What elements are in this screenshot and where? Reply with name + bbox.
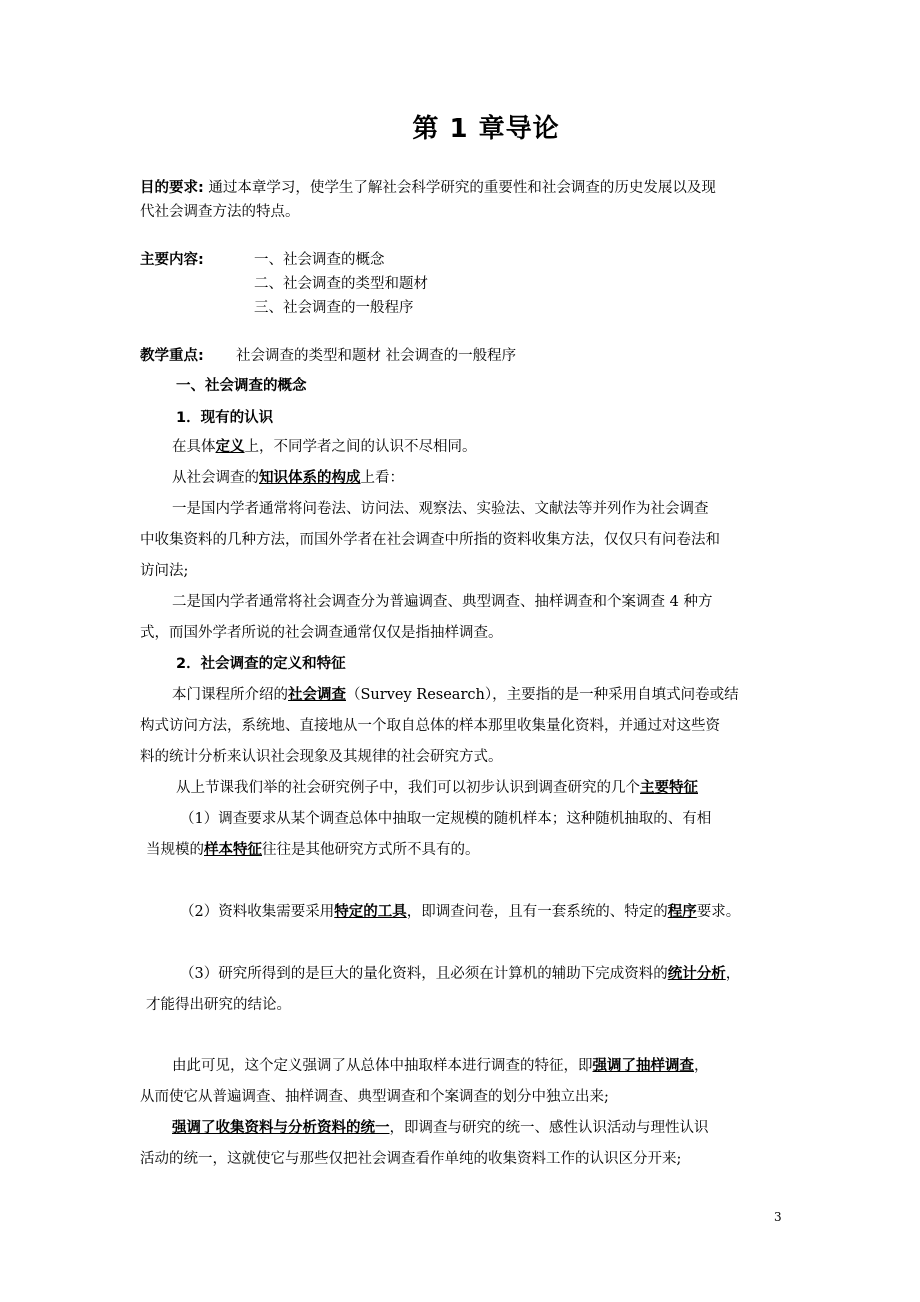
chapter-title: 第 1 章导论 (412, 114, 560, 144)
feature-2 (180, 902, 740, 922)
paragraph-8-line-2: 活动的统一，这就使它与那些仅把社会调查看作单纯的收集资料工作的认识区分开来; (140, 1151, 682, 1167)
key-points-text: 社会调查的类型和题材 社会调查的一般程序 (236, 348, 517, 364)
feature-3-line-1 (180, 964, 740, 984)
paragraph-7-line-1 (172, 1056, 709, 1076)
paragraph-5-line-3: 料的统计分析来认识社会现象及其规律的社会研究方式。 (140, 749, 503, 765)
p6-text-a: 从上节课我们举的社会研究例子中，我们可以初步认识到调查研究的几个 (176, 780, 640, 796)
paragraph-3-line-3: 访问法; (140, 563, 189, 579)
p6-underline: 主要特征 (640, 780, 698, 796)
f2-text-b: ，即调查问卷，且有一套系统的、特定的 (406, 904, 668, 920)
paragraph-7-line-2: 从而使它从普遍调查、抽样调查、典型调查和个案调查的划分中独立出来; (140, 1089, 609, 1105)
f2-underline-2: 程序 (667, 904, 697, 920)
p2-text-a: 从社会调查的 (172, 470, 259, 486)
main-content-item-3: 三、社会调查的一般程序 (254, 300, 414, 316)
f2-underline-1: 特定的工具 (334, 904, 407, 920)
subheading-2: 2．社会调查的定义和特征 (176, 656, 346, 672)
f2-text-a: （2）资料收集需要采用 (180, 904, 335, 920)
paragraph-1 (172, 437, 477, 457)
main-content-item-1: 一、社会调查的概念 (254, 252, 385, 268)
p7-text-b: ， (694, 1058, 709, 1074)
f3-text-b: ， (725, 966, 741, 982)
section-heading: 一、社会调查的概念 (176, 378, 307, 394)
paragraph-3-line-2: 中收集资料的几种方法，而国外学者在社会调查中所指的资料收集方法，仅仅只有问卷法和 (140, 532, 720, 548)
objective-text-1: 通过本章学习，使学生了解社会科学研究的重要性和社会调查的历史发展以及现 (208, 180, 716, 196)
objective-text-2: 代社会调查方法的特点。 (140, 204, 300, 220)
paragraph-5-line-1 (172, 685, 739, 705)
main-content-label: 主要内容: (140, 252, 204, 268)
p5-underline: 社会调查 (288, 687, 346, 703)
p1-text-b: 上，不同学者之间的认识不尽相同。 (244, 439, 477, 455)
f1-underline: 样本特征 (204, 842, 262, 858)
p7-text-a: 由此可见，这个定义强调了从总体中抽取样本进行调查的特征，即 (172, 1058, 593, 1074)
p2-underline: 知识体系的构成 (259, 470, 361, 486)
main-content-item-2: 二、社会调查的类型和题材 (254, 276, 428, 292)
paragraph-4-line-2: 式，而国外学者所说的社会调查通常仅仅是指抽样调查。 (140, 625, 503, 641)
feature-1-line-1: （1）调查要求从某个调查总体中抽取一定规模的随机样本；这种随机抽取的、有相 (180, 811, 712, 827)
key-points-label: 教学重点: (140, 348, 204, 364)
p8-underline: 强调了收集资料与分析资料的统一 (172, 1120, 390, 1136)
p1-text-a: 在具体 (172, 439, 216, 455)
paragraph-6 (176, 778, 698, 798)
objective-label: 目的要求: (140, 180, 204, 196)
objective-line-1 (140, 178, 716, 198)
p7-underline: 强调了抽样调查 (592, 1058, 694, 1074)
paragraph-8-line-1 (172, 1118, 709, 1138)
paragraph-3-line-1: 一是国内学者通常将问卷法、访问法、观察法、实验法、文献法等并列作为社会调查 (172, 501, 709, 517)
paragraph-5-line-2: 构式访问方法，系统地、直接地从一个取自总体的样本那里收集量化资料，并通过对这些资 (140, 718, 720, 734)
paragraph-2 (172, 468, 404, 488)
page-number: 3 (774, 1210, 782, 1224)
f1-text-b: 往往是其他研究方式所不具有的。 (262, 842, 480, 858)
p1-underline: 定义 (215, 439, 245, 455)
f3-text-a: （3）研究所得到的是巨大的量化资料，且必须在计算机的辅助下完成资料的 (180, 966, 668, 982)
p8-text-a: ，即调查与研究的统一、感性认识活动与理性认识 (389, 1120, 709, 1136)
feature-1-line-2 (146, 840, 480, 860)
p2-text-b: 上看： (360, 470, 404, 486)
feature-3-line-2: 才能得出研究的结论。 (146, 997, 291, 1013)
p5-text-a: 本门课程所介绍的 (172, 687, 288, 703)
f3-underline: 统计分析 (667, 966, 726, 982)
subheading-1: 1．现有的认识 (176, 410, 274, 426)
f1-text-a: 当规模的 (146, 842, 204, 858)
f2-text-c: 要求。 (696, 904, 741, 920)
p5-text-b: （Survey Research），主要指的是一种采用自填式问卷或结 (346, 687, 739, 703)
paragraph-4-line-1: 二是国内学者通常将社会调查分为普遍调查、典型调查、抽样调查和个案调查 4 种方 (172, 594, 713, 610)
